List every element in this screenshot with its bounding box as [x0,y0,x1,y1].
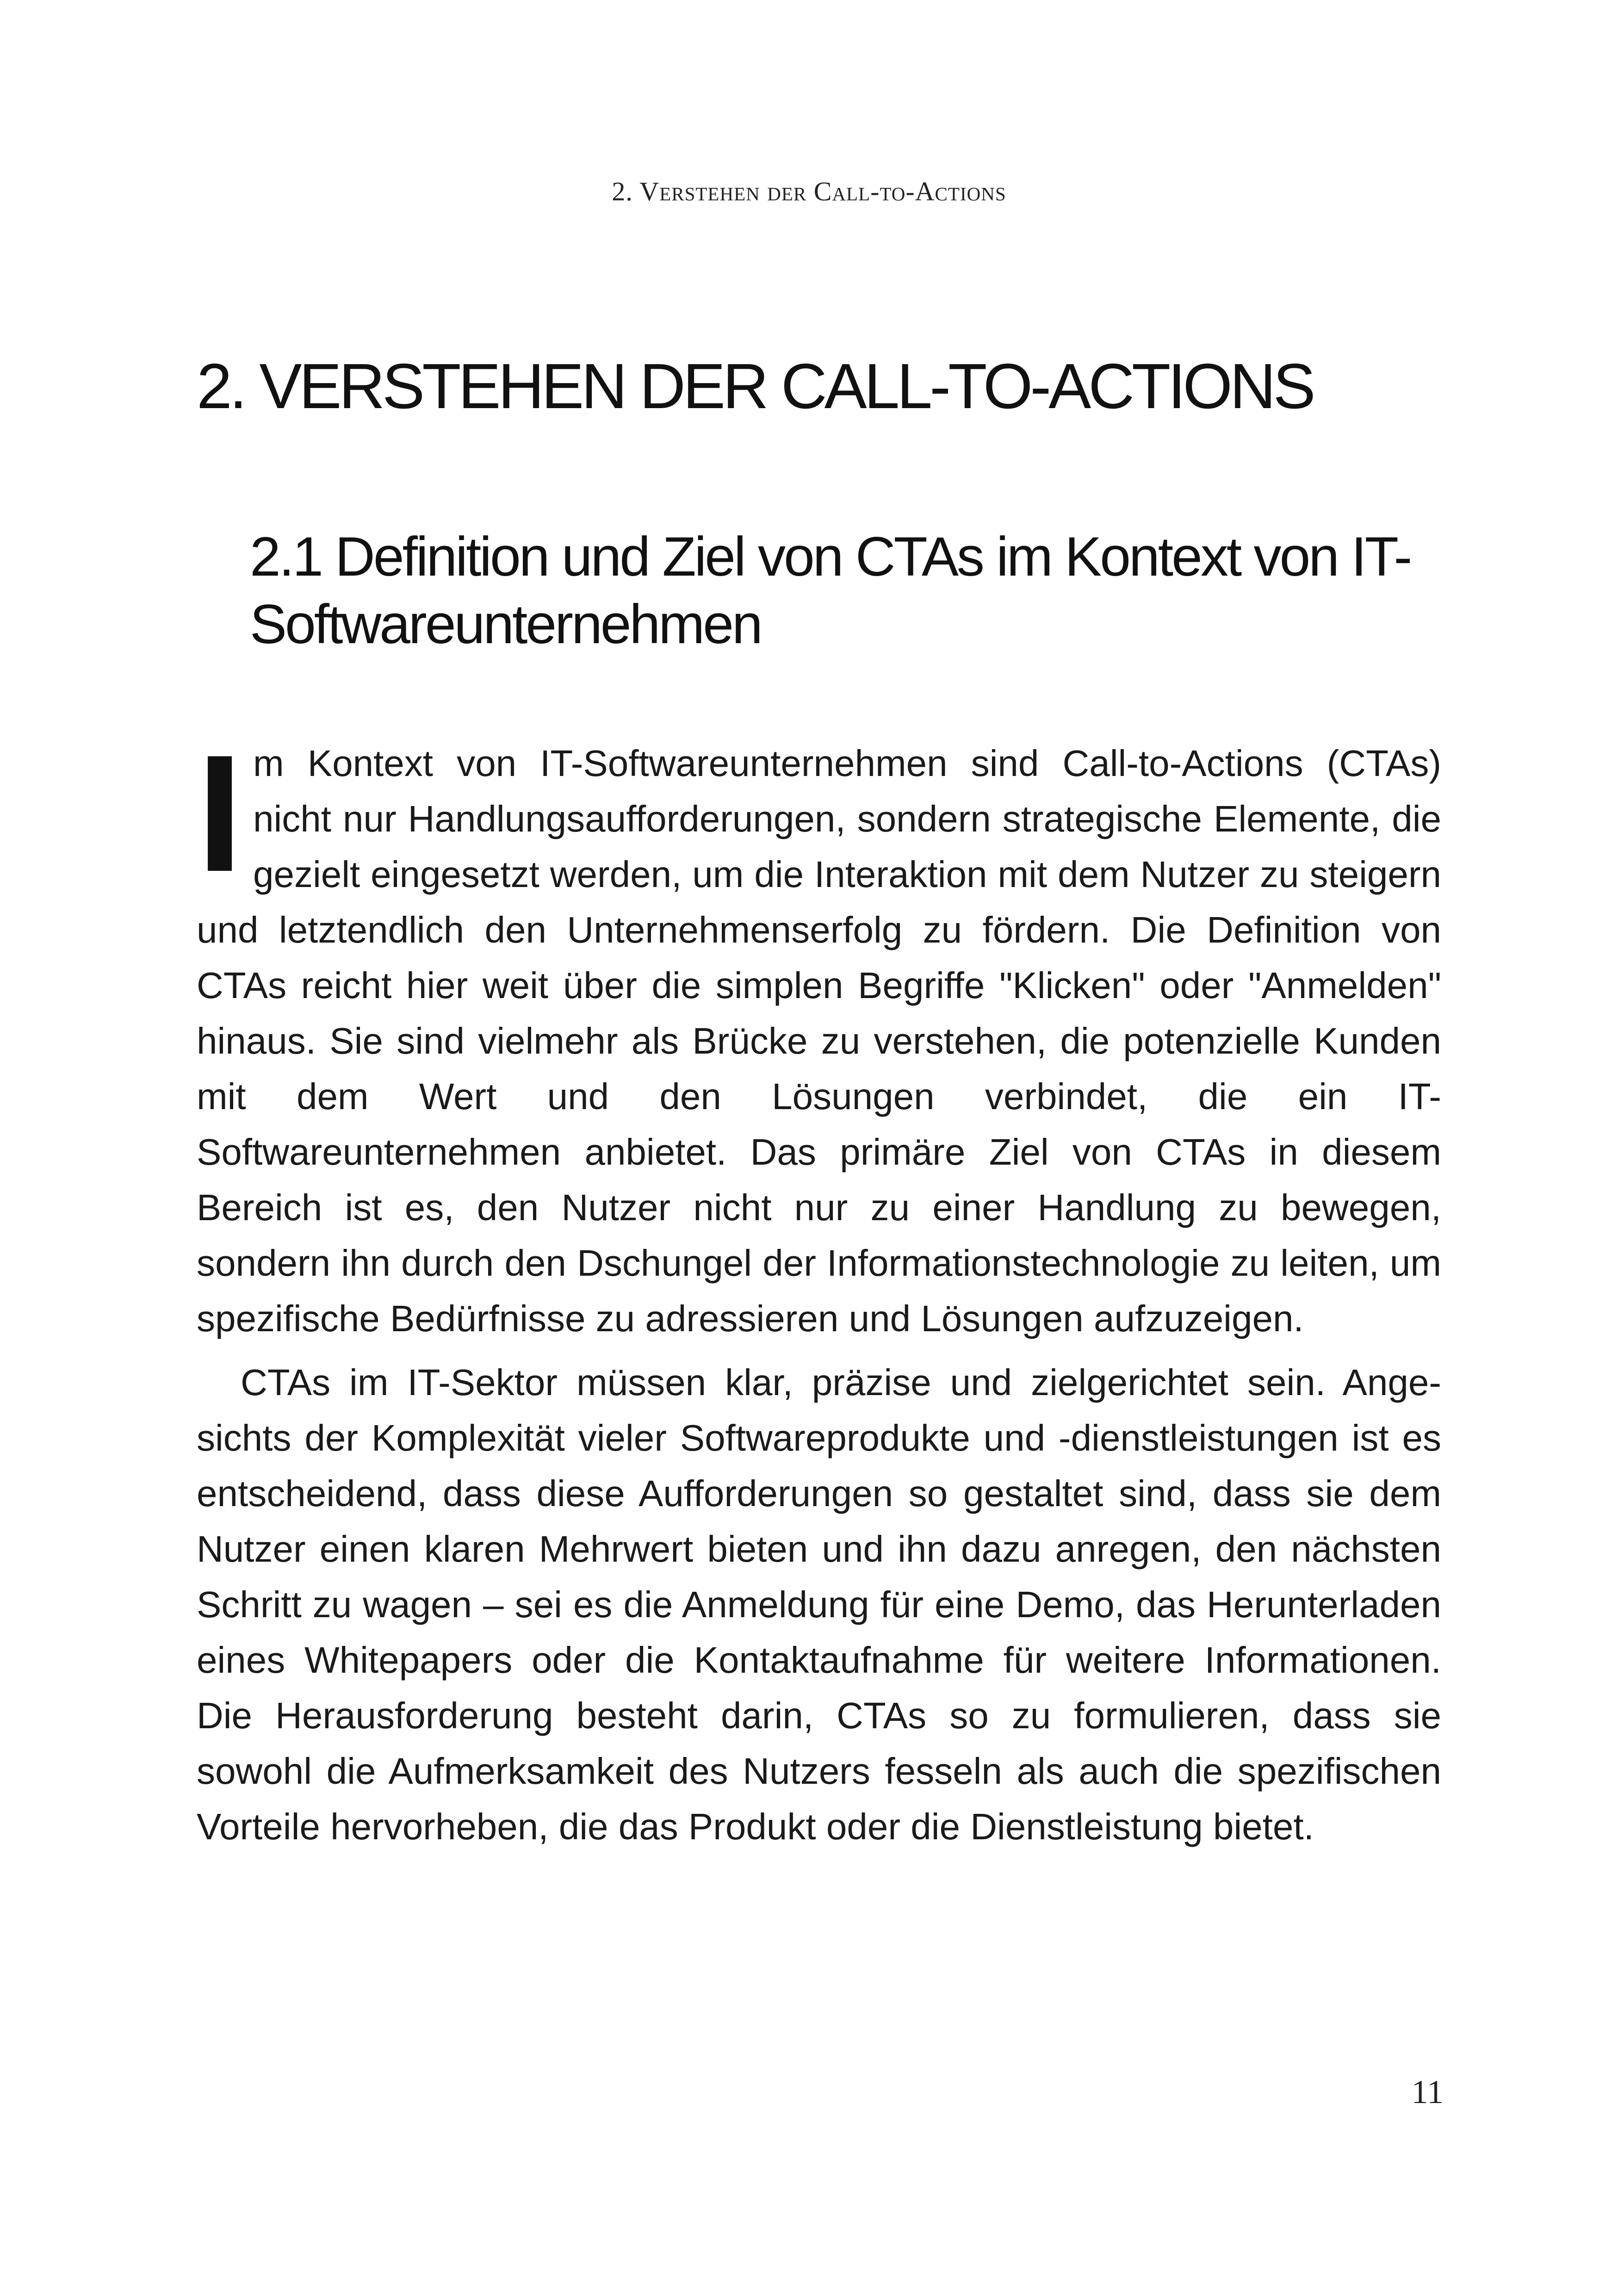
section-title: 2.1 Definition und Ziel von CTAs im Kontext von IT-Softwareunternehmen [250,526,1411,656]
running-header: 2. Verstehen der Call-to-Actions [612,176,1006,206]
drop-cap: I [197,720,243,906]
paragraph-text: m Kontext von IT-Softwareunternehmen sind Call-to-Actions (CTAs) nicht nur Handlungsaufforderungen, sondern strategische Elemente, die gezielt eingesetzt werden, um die Interaktion mit dem Nutzer zu steigern und letztendlich den Unternehmenserfolg zu fördern. Die Definition von CTAs reicht hier weit über die simplen Begriffe "Klicken" oder "Anmelden" hinaus. Sie sind vielmehr als Brücke zu verstehen, die potenzielle Kunden mit dem Wert und den Lösungen verbindet, die ein IT-Softwareunternehmen anbietet. Das primäre Ziel von CTAs in diesem Bereich ist es, den Nutzer nicht nur zu einer Handlung zu bewegen, sondern ihn durch den Dschungel der Informationstechnologie zu leiten, um spezifische Bedürfnisse zu adressieren und Lösungen aufzuzeigen. [197,743,1441,1339]
chapter-title: 2. VERSTEHEN DER CALL-TO-ACTIONS [197,351,1313,422]
page-number: 11 [1411,2073,1444,2110]
paragraph: CTAs im IT-Sektor müssen klar, präzise und zielgerichtet sein. Angesichts der Komplexität vieler Softwareprodukte und -dienstleistungen ist es entscheidend, dass diese Aufforderungen so gestaltet sind, dass sie dem Nutzer einen klaren Mehrwert bieten und ihn dazu anregen, den nächsten Schritt zu wagen – sei es die Anmeldung für eine Demo, das Herunterladen eines Whitepapers oder die Kontaktaufnahme für weitere Informationen. Die Herausforderung besteht darin, CTAs so zu formulieren, dass sie sowohl die Aufmerksamkeit des Nutzers fesseln als auch die spezifischen Vorteile hervorheben, die das Produkt oder die Dienstleistung bietet. [197,1362,1441,1847]
paragraph [197,720,1441,1347]
body-text [197,720,1441,1855]
